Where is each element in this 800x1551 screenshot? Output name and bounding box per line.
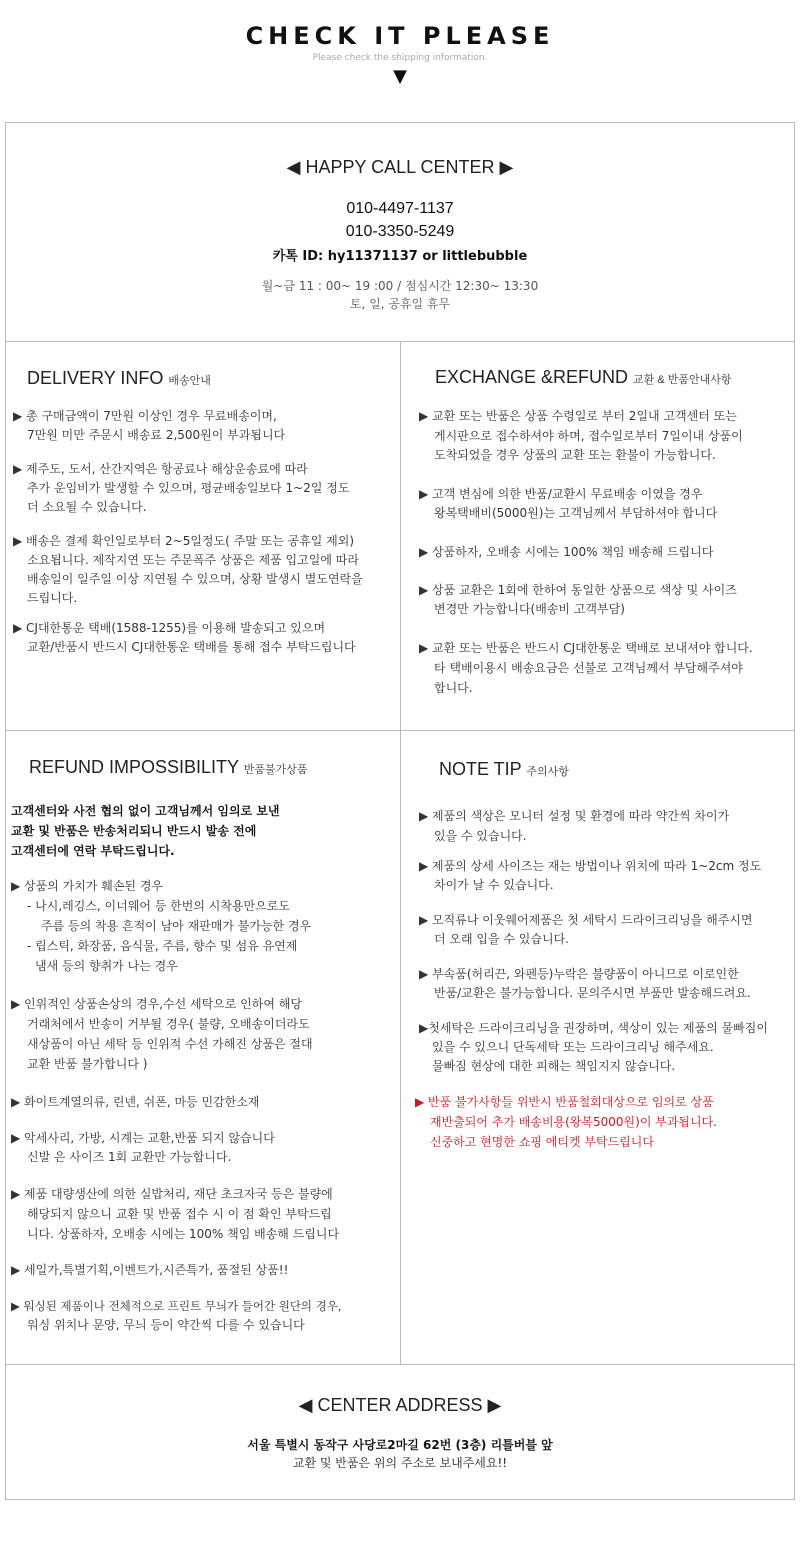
list-item: ▶ CJ대한통운 택배(1588-1255)를 이용해 발송되고 있으며 xyxy=(13,621,326,635)
address-note: 교환 및 반품은 위의 주소로 보내주세요!! xyxy=(292,1456,508,1470)
list-item: 추가 운임비가 발생할 수 있으며, 평균배송일보다 1~2일 정도 xyxy=(27,481,350,495)
list-item: 니다. 상품하자, 오배송 시에는 100% 책임 배송해 드립니다 xyxy=(27,1227,340,1241)
exchange-section xyxy=(400,341,795,731)
call-center-section xyxy=(5,122,795,342)
warning-line-red: ▶ 반품 불가사항들 위반시 반품철회대상으로 임의로 상품 xyxy=(415,1095,714,1109)
list-item: ▶ 워싱된 제품이나 전체적으로 프린트 무늬가 들어간 원단의 경우, xyxy=(11,1299,342,1313)
list-item: ▶ 고객 변심에 의한 반품/교환시 무료배송 이였을 경우 xyxy=(419,487,703,501)
list-item: ▶첫세탁은 드라이크리닝을 권장하며, 색상이 있는 제품의 물빠짐이 xyxy=(419,1021,768,1035)
list-item: ▶ 인위적인 상품손상의 경우,수선 세탁으로 인하여 해당 xyxy=(11,997,302,1011)
delivery-title-ko: 배송안내 xyxy=(168,375,211,387)
exchange-title xyxy=(435,367,732,388)
list-item: ▶ 세일가,특별기획,이벤트가,시즌특가, 품절된 상품!! xyxy=(11,1263,289,1277)
refund-impossible-title-ko: 반품불가상품 xyxy=(243,764,308,776)
note-title-en: NOTE TIP xyxy=(439,759,522,779)
refund-impossible-title-en: REFUND IMPOSSIBILITY xyxy=(29,757,239,777)
list-item: 차이가 날 수 있습니다. xyxy=(434,878,554,892)
list-item: ▶ 상품 교환은 1회에 한하여 동일한 상품으로 색상 및 사이즈 xyxy=(419,583,737,597)
refund-impossible-title xyxy=(29,757,308,778)
list-item: 거래처에서 반송이 거부될 경우( 불량, 오배송이더라도 xyxy=(27,1017,310,1031)
list-item: ▶ 총 구매금액이 7만원 이상인 경우 무료배송이며, xyxy=(13,409,277,423)
refund-impossible-section xyxy=(5,730,401,1365)
list-item: 더 오래 입을 수 있습니다. xyxy=(434,932,569,946)
list-item: ▶ 악세사리, 가방, 시계는 교환,반품 되지 않습니다 xyxy=(11,1131,275,1145)
list-item: ▶ 교환 또는 반품은 상품 수령일로 부터 2일내 고객센터 또는 xyxy=(419,409,737,423)
list-item: 새상품이 아닌 세탁 등 인위적 수선 가해진 상품은 절대 xyxy=(27,1037,313,1051)
exchange-title-en: EXCHANGE &REFUND xyxy=(435,367,629,387)
list-item: 변경만 가능합니다(배송비 고객부담) xyxy=(434,602,625,616)
exchange-title-ko: 교환 & 반품안내사항 xyxy=(633,374,732,386)
warning-line: 교환 및 반품은 반송처리되니 반드시 발송 전에 xyxy=(11,824,257,838)
list-item: ▶ 제주도, 도서, 산간지역은 항공료나 해상운송료에 따라 xyxy=(13,462,308,476)
note-section xyxy=(400,730,795,1365)
list-item: ▶ 부속품(허리끈, 와펜등)누락은 불량품이 아니므로 이로인한 xyxy=(419,967,739,981)
list-item: 물빠짐 현상에 대한 피해는 책임지지 않습니다. xyxy=(432,1059,676,1073)
list-item: ▶ 제품 대량생산에 의한 실밥처리, 재단 초크자국 등은 불량에 xyxy=(11,1187,333,1201)
list-item: 게시판으로 접수하셔야 하며, 접수일로부터 7일이내 상품이 xyxy=(434,429,743,443)
holidays: 토, 일, 공휴일 휴무 xyxy=(349,297,451,311)
list-item: 주름 등의 착용 흔적이 남아 재판매가 불가능한 경우 xyxy=(41,919,312,933)
list-item: 드립니다. xyxy=(27,591,78,605)
address-section xyxy=(5,1364,795,1500)
list-item: 왕복택배비(5000원)는 고객님께서 부담하셔야 합니다 xyxy=(434,506,718,520)
list-item: ▶ 배송은 결제 확인일로부터 2~5일정도( 주말 또는 공휴일 제외) xyxy=(13,534,355,548)
list-item: ▶ 교환 또는 반품은 반드시 CJ대한통운 택배로 보내셔야 합니다. xyxy=(419,641,753,655)
kakao-id: 카톡 ID: hy11371137 or littlebubble xyxy=(272,249,528,264)
delivery-title-en: DELIVERY INFO xyxy=(27,368,164,388)
delivery-section xyxy=(5,341,401,731)
list-item: 타 택배이용시 배송요금은 선불로 고객님께서 부담해주셔야 xyxy=(434,661,743,675)
list-item: 있을 수 있으니 단독세탁 또는 드라이크리닝 해주세요. xyxy=(432,1040,714,1054)
list-item: 소요됩니다. 제작지연 또는 주문폭주 상품은 제품 입고일에 따라 xyxy=(27,553,359,567)
page-subtitle: Please check the shipping information. xyxy=(312,53,488,63)
list-item: 워싱 위치나 문양, 무늬 등이 약간씩 다를 수 있습니다 xyxy=(27,1318,305,1332)
warning-line: 고객센터에 연락 부탁드립니다. xyxy=(11,844,175,858)
business-hours: 월~금 11 : 00~ 19 :00 / 점심시간 12:30~ 13:30 xyxy=(261,279,539,293)
list-item: - 나시,레깅스, 이너웨어 등 한번의 시착용만으로도 xyxy=(27,899,290,913)
warning-line: 고객센터와 사전 협의 없이 고객님께서 임의로 보낸 xyxy=(11,804,280,818)
list-item: ▶ 제품의 상세 사이즈는 재는 방법이나 위치에 따라 1~2cm 정도 xyxy=(419,859,762,873)
list-item: ▶ 상품의 가치가 훼손된 경우 xyxy=(11,879,163,893)
list-item: 더 소요될 수 있습니다. xyxy=(27,500,147,514)
address-title: ◀ CENTER ADDRESS ▶ xyxy=(298,1395,502,1415)
list-item: 배송일이 일주일 이상 지연될 수 있으며, 상황 발생시 별도연락을 xyxy=(27,572,363,586)
down-arrow-icon: ▼ xyxy=(393,66,407,87)
list-item: 합니다. xyxy=(434,681,473,695)
list-item: 도착되었을 경우 상품의 교환 또는 환불이 가능합니다. xyxy=(434,448,716,462)
list-item: 냄새 등의 향취가 나는 경우 xyxy=(35,959,178,973)
list-item: 7만원 미만 주문시 배송료 2,500원이 부과됩니다 xyxy=(27,428,286,442)
list-item: 교환 반품 불가합니다 ) xyxy=(27,1057,148,1071)
list-item: 신발 은 사이즈 1회 교환만 가능합니다. xyxy=(27,1150,232,1164)
warning-line-red: 재반출되어 추가 배송비용(왕복5000원)이 부과됩니다. xyxy=(430,1115,718,1129)
list-item: - 립스틱, 화장품, 음식물, 주름, 향수 및 섬유 유연제 xyxy=(27,939,298,953)
list-item: ▶ 모직류나 이웃웨어제품은 첫 세탁시 드라이크리닝을 해주시면 xyxy=(419,913,753,927)
list-item: ▶ 상품하자, 오배송 시에는 100% 책임 배송해 드립니다 xyxy=(419,545,714,559)
note-title xyxy=(439,759,569,780)
delivery-title xyxy=(27,368,211,389)
list-item: ▶ 화이트계열의류, 린넨, 쉬폰, 마등 민감한소재 xyxy=(11,1095,260,1109)
list-item: 교환/반품시 반드시 CJ대한통운 택배를 통해 접수 부탁드립니다 xyxy=(27,640,356,654)
note-title-ko: 주의사항 xyxy=(526,766,569,778)
phone-number-1[interactable]: 010-4497-1137 xyxy=(346,200,454,217)
list-item: 있을 수 있습니다. xyxy=(434,829,527,843)
warning-line-red: 신중하고 현명한 쇼핑 에티켓 부탁드립니다 xyxy=(430,1135,654,1149)
address-line: 서울 특별시 동작구 사당로2마길 62번 (3층) 리틀버블 앞 xyxy=(247,1438,553,1452)
list-item: 해당되지 않으니 교환 및 반품 접수 시 이 점 확인 부탁드립 xyxy=(27,1207,332,1221)
list-item: 반품/교환은 불가능합니다. 문의주시면 부품만 발송해드려요. xyxy=(434,986,751,1000)
list-item: ▶ 제품의 색상은 모니터 설정 및 환경에 따라 약간씩 차이가 xyxy=(419,809,730,823)
page-title: CHECK IT PLEASE xyxy=(245,22,555,50)
phone-number-2[interactable]: 010-3350-5249 xyxy=(345,223,455,240)
call-center-title: ◀ HAPPY CALL CENTER ▶ xyxy=(286,157,514,177)
